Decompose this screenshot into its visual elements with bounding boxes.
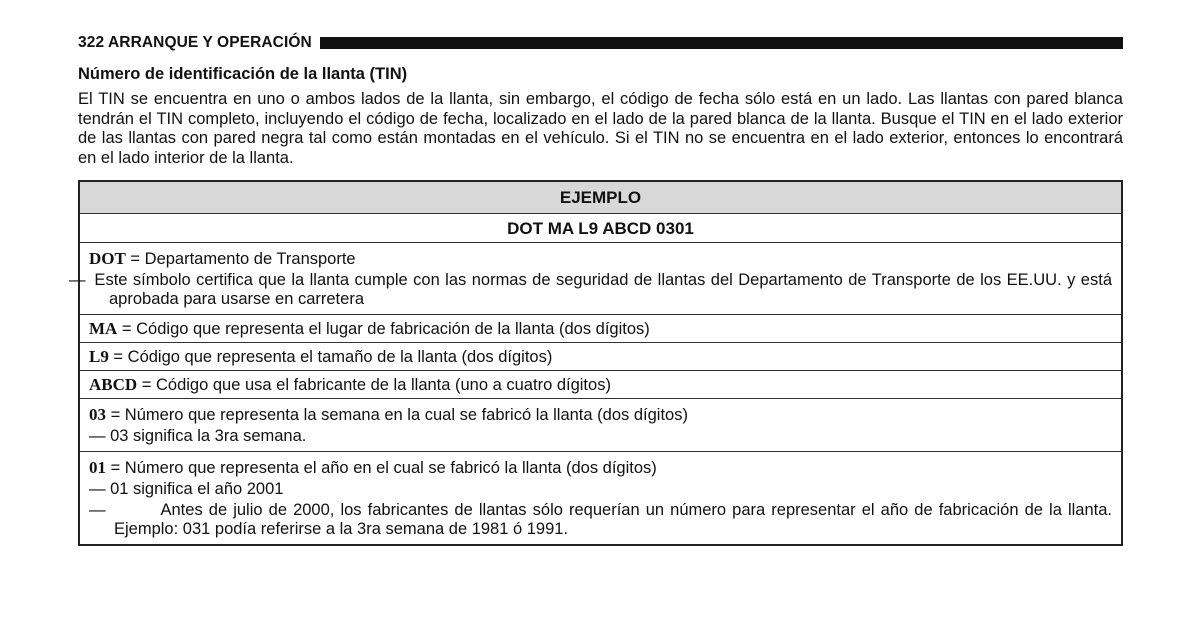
table-row-dot (69, 242, 1121, 314)
dot-note-text: Este símbolo certifica que la llanta cumple con las normas de seguridad de llantas del Departamento de Transporte de los EE.UU. y está aprobada para usarse en carretera (89, 271, 1112, 308)
week-key: 03 (89, 405, 106, 424)
table-code-example: DOT MA L9 ABCD 0301 (80, 213, 1121, 242)
ma-desc: = Código que representa el lugar de fabricación de la llanta (dos dígitos) (117, 320, 650, 338)
header-rule (320, 37, 1123, 49)
table-row-ma (80, 314, 1121, 342)
week-note: — 03 significa la 3ra semana. (89, 427, 307, 445)
page-header (78, 33, 1123, 53)
year-note-2-dash: — (89, 501, 106, 519)
l9-desc: = Código que representa el tamaño de la llanta (dos dígitos) (108, 348, 553, 366)
week-definition (89, 405, 1112, 425)
dot-desc: = Departamento de Transporte (125, 250, 356, 268)
dot-definition (89, 249, 1112, 269)
year-note-2 (89, 501, 1112, 539)
table-row-l9 (80, 342, 1121, 370)
table-row-abcd (80, 370, 1121, 398)
abcd-key: ABCD (89, 375, 138, 394)
abcd-desc: = Código que usa el fabricante de la llanta (uno a cuatro dígitos) (137, 376, 611, 394)
year-definition (89, 458, 1112, 478)
table-row-week (80, 398, 1121, 451)
intro-paragraph: El TIN se encuentra en uno o ambos lados de la llanta, sin embargo, el código de fecha sólo está en un lado. Las llantas con pared blanca tendrán el TIN completo, incluyendo el código de fecha, localizado en el lado de la pared blanca de la llanta. Busque el TIN en el lado exterior de las llantas con pared negra tal como están montadas en el vehículo. Si el TIN no se encuentra en el lado exterior, entonces lo encontrará en el lado interior de la llanta. (78, 90, 1123, 167)
ma-key: MA (89, 319, 118, 338)
year-note-1: — 01 significa el año 2001 (89, 480, 284, 498)
tin-example-table (69, 180, 1123, 546)
year-note-2-text: Antes de julio de 2000, los fabricantes de llantas sólo requerían un número para representar el año de fabricación de la llanta. Ejemplo: 031 podía referirse a la 3ra semana de 1981 ó 1991. (114, 501, 1112, 538)
dot-note: — Este símbolo certifica que la llanta cumple con las normas de seguridad de llantas del Departamento de Transporte de los EE.UU. y está aprobada para usarse en carretera (69, 271, 1112, 308)
dot-key: DOT (89, 249, 126, 268)
section-heading: Número de identificación de la llanta (TIN) (78, 65, 408, 83)
page-section-title: 322 ARRANQUE Y OPERACIÓN (78, 34, 312, 51)
table-heading: EJEMPLO (80, 182, 1121, 213)
year-desc: = Número que representa el año en el cual se fabricó la llanta (dos dígitos) (106, 459, 657, 477)
l9-key: L9 (89, 347, 109, 366)
table-row-year (80, 451, 1121, 544)
week-desc: = Número que representa la semana en la cual se fabricó la llanta (dos dígitos) (106, 406, 688, 424)
year-key: 01 (89, 458, 106, 477)
